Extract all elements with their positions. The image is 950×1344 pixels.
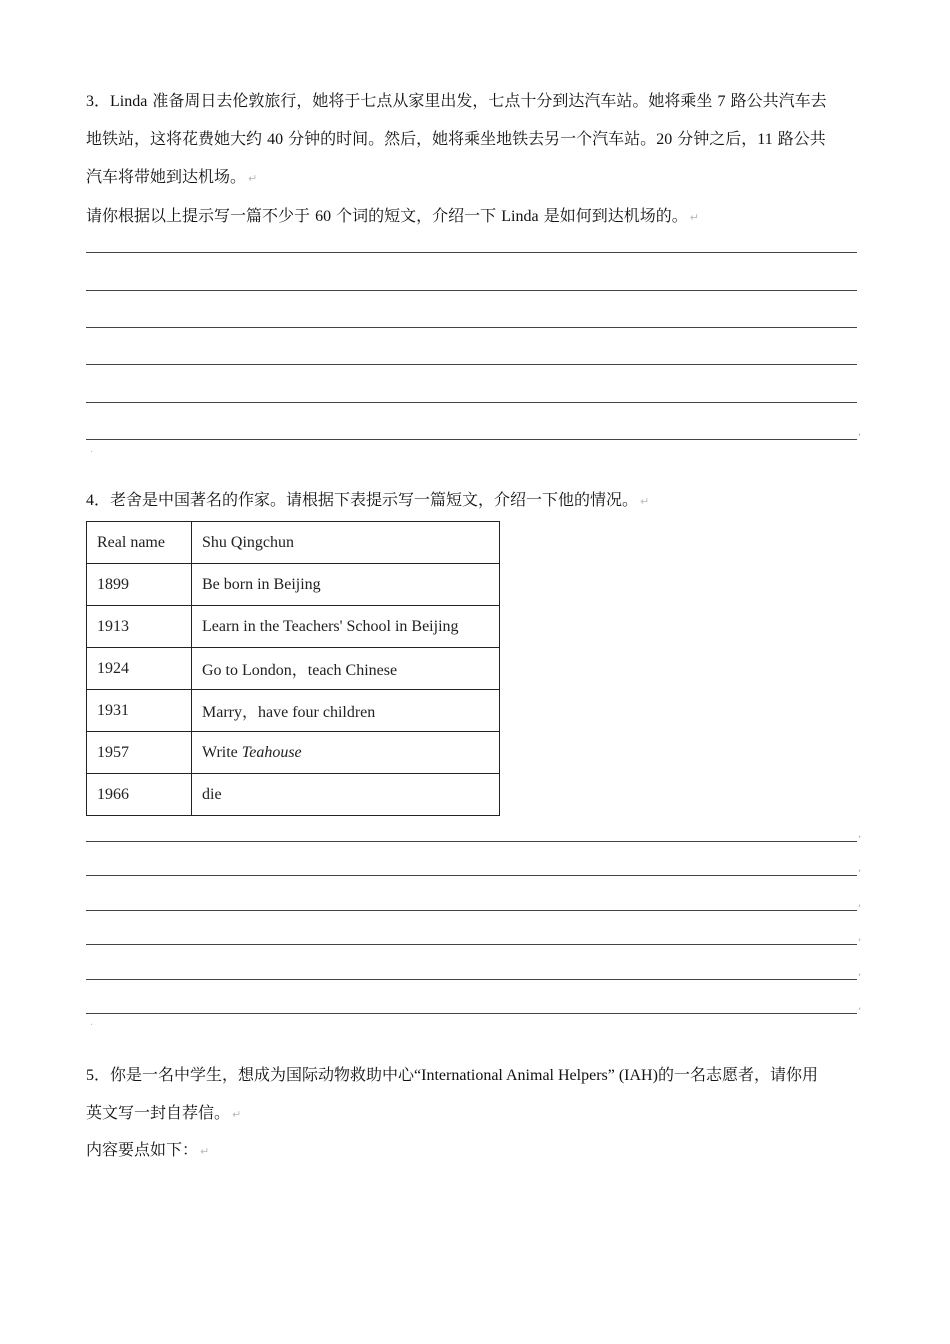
question-3-line-1: 3．Linda 准备周日去伦敦旅行，她将于七点从家里出发，七点十分到达汽车站。她将乘坐 7 路公共汽车去 — [86, 91, 827, 110]
line-end-mark: , — [858, 829, 862, 840]
answer-line[interactable] — [86, 841, 857, 842]
table-row — [87, 606, 500, 648]
laoshe-info-table — [86, 521, 500, 816]
question-3-instruction: 请你根据以上提示写一篇不少于 60 个词的短文，介绍一下 Linda 是如何到达机场的。 ↵ — [86, 206, 699, 225]
table-row — [87, 774, 500, 816]
question-5-line-1: 5．你是一名中学生，想成为国际动物救助中心“International Animal Helpers” (IAH)的一名志愿者，请你用 — [86, 1065, 818, 1084]
table-cell-value: Learn in the Teachers' School in Beijing — [192, 606, 500, 648]
table-cell-value: Be born in Beijing — [192, 564, 500, 606]
line-end-mark: , — [858, 898, 862, 909]
table-row — [87, 690, 500, 732]
paragraph-dot: · — [90, 447, 94, 458]
line-end-mark: , — [858, 1001, 862, 1012]
paragraph-mark: ↵ — [689, 211, 699, 224]
paragraph-dot: · — [90, 1020, 94, 1031]
table-cell-label: 1957 — [87, 732, 192, 774]
answer-line[interactable] — [86, 402, 857, 403]
paragraph-mark: ↵ — [248, 172, 258, 185]
table-cell-label: 1913 — [87, 606, 192, 648]
answer-line[interactable] — [86, 327, 857, 328]
line-end-mark: , — [858, 427, 862, 438]
answer-line[interactable] — [86, 875, 857, 876]
table-cell-label: 1931 — [87, 690, 192, 732]
paragraph-mark: ↵ — [232, 1108, 242, 1121]
paragraph-mark: ↵ — [200, 1145, 210, 1158]
table-row — [87, 564, 500, 606]
table-cell-value: Write Teahouse — [192, 732, 500, 774]
table-row — [87, 648, 500, 690]
answer-line[interactable] — [86, 290, 857, 291]
table-cell-value: die — [192, 774, 500, 816]
table-cell-value: Marry，have four children — [192, 690, 500, 732]
table-cell-label: 1899 — [87, 564, 192, 606]
line-end-mark: , — [858, 967, 862, 978]
table-cell-value: Go to London，teach Chinese — [192, 648, 500, 690]
answer-line[interactable] — [86, 439, 857, 440]
book-title: Teahouse — [241, 743, 302, 761]
question-5-line-2: 英文写一封自荐信。 ↵ — [86, 1103, 242, 1122]
table-row — [87, 732, 500, 774]
table-cell-label: 1924 — [87, 648, 192, 690]
question-4-prompt: 4．老舍是中国著名的作家。请根据下表提示写一篇短文，介绍一下他的情况。 ↵ — [86, 490, 650, 509]
answer-line[interactable] — [86, 364, 857, 365]
line-end-mark: , — [858, 932, 862, 943]
answer-line[interactable] — [86, 1013, 857, 1014]
question-3-line-2: 地铁站，这将花费她大约 40 分钟的时间。然后，她将乘坐地铁去另一个汽车站。20 分钟之后，11 路公共 — [86, 129, 826, 148]
question-5 — [86, 1056, 866, 1169]
line-end-mark: , — [858, 863, 862, 874]
question-3-line-3: 汽车将带她到达机场。 ↵ — [86, 167, 258, 186]
answer-line[interactable] — [86, 944, 857, 945]
table-row — [87, 522, 500, 564]
table-cell-value: Shu Qingchun — [192, 522, 500, 564]
paragraph-mark: ↵ — [640, 495, 650, 508]
question-3 — [86, 82, 866, 236]
table-cell-label: 1966 — [87, 774, 192, 816]
answer-line[interactable] — [86, 910, 857, 911]
question-5-line-3: 内容要点如下： ↵ — [86, 1140, 210, 1159]
answer-line[interactable] — [86, 252, 857, 253]
table-cell-label: Real name — [87, 522, 192, 564]
answer-line[interactable] — [86, 979, 857, 980]
